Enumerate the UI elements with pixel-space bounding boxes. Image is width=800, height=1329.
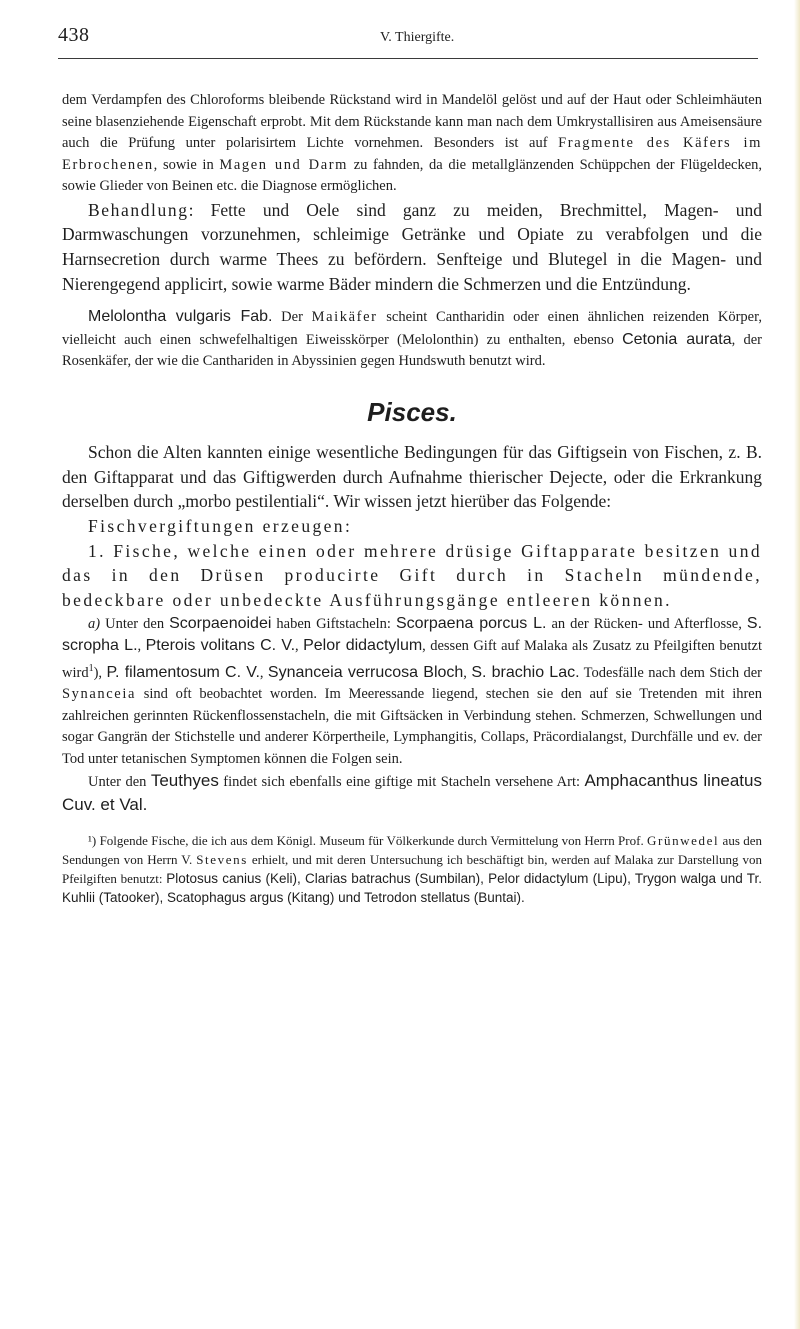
page-edge [794,0,800,1329]
section-heading-pisces: Pisces. [367,396,457,427]
species-cetonia: Cetonia aurata [622,330,732,348]
paragraph-behandlung: Behandlung: Fette und Oele sind ganz zu meiden, Brechmittel, Magen- und Darmwaschungen vorzunehmen, schleimige Getränke und Opiate zu verabfolgen und die Harnsecretion durch warme Thees zu befördern. Senfteige und Blutegel in die Magen- und Nierengegend applicirt, sowie warme Bäder mindern die Schmerzen und die Entzündung. [62,199,762,294]
paragraph-teuthyes: Unter den Teuthyes findet sich ebenfalls eine giftige mit Stacheln versehene Art: Amphacanthus lineatus Cuv. et Val. [62,771,762,814]
running-title: V. Thiergifte. [380,30,455,45]
page-number: 438 [58,24,90,46]
footnote-marker: ¹) [88,833,97,849]
page-body [62,90,762,907]
paragraph-melolontha: Melolontha vulgaris Fab. Der Maikäfer scheint Cantharidin oder einen ähnlichen reizenden Körper, vielleicht auch einen schwefelhaltigen Eiweisskörper (Melolonthin) zu enthalten, ebenso Cetonia aurata, der Rosenkäfer, der wie die Canthariden in Abyssinien gegen Hundswuth benutzt wird. [62,308,763,370]
paragraph-scorpaenoidei: a) Unter den Scorpaenoidei haben Giftstacheln: Scorpaena porcus L. an der Rücken- und Afterflosse, S. scropha L., Pterois volitans C. V., Pelor didactylum, dessen Gift auf Malaka als Zusatz zu Pfeilgiften benutzt wird$^1$), P. filamentosum C. V., Synanceia verrucosa Bloch, S. brachio Lac. Todesfälle nach dem Stich der Synanceia sind oft beobachtet worden. Im Meeressande liegend, stechen sie den auf sie Tretenden mit ihren zahlreichen gerinnten Rückenflossenstacheln, die mit Giftsäcken in Verbindung stehen. Schmerzen, Schwellungen und sogar Gangrän der Stichstelle und anderer Körpertheile, Lymphangitis, Collaps, Präcordialangst, Durchfälle und ev. der Tod unter tetanischen Symptomen können die Folgen sein. [62,614,763,767]
header-rule [58,58,758,59]
behandlung-label: Behandlung [88,199,189,220]
point-1: 1. Fische, welche einen oder mehrere drüsige Giftapparate besitzen und das in den Drüsen producirte Gift durch in Stacheln mündende, bedeckbare oder unbedeckte Ausführungsgänge entleeren können. [62,540,762,611]
paragraph-pisces-intro: Schon die Alten kannten einige wesentliche Bedingungen für das Giftigsein von Fischen, z. B. den Giftapparat und das Giftigwerden durch Aufnahme thierischer Dejecte, oder die Erkrankung derselben durch „morbo pestilentiali“. Wir wissen jetzt hierüber das Folgende: [62,441,762,512]
paragraph-cantharidin-detection: dem Verdampfen des Chloroforms bleibende Rückstand wird in Mandelöl gelöst und auf der Haut oder Schleimhäuten seine blasenziehende Eigenschaft erprobt. Mit dem Rückstande kann man nach dem Umkrystallisiren aus Ameisensäure auch die Prüfung unter polarisirtem Lichte vornehmen. Besonders ist auf Fragmente des Käfers im Erbrochenen, sowie in Magen und Darm zu fahnden, da die metallglänzenden Schüppchen der Flügeldecken, sowie Glieder von Beinen etc. die Diagnose ermöglichen. [62,92,763,194]
page-header [58,22,758,62]
footnote: ¹) Folgende Fische, die ich aus dem Königl. Museum für Völkerkunde durch Vermittelung von Herrn Prof. Grünwedel aus den Sendungen von Herrn V. Stevens erhielt, und mit deren Untersuchung ich beschäftigt bin, werden auf Malaka zur Darstellung von Pfeilgiften benutzt: Plotosus canius (Keli), Clarias batrachus (Sumbilan), Pelor didactylum (Lipu), Trygon walga und Tr. Kuhlii (Tatooker), Scatophagus argus (Kitang) und Tetrodon stellatus (Buntai). [62,833,762,906]
species-melolontha: Melolontha vulgaris Fab. [88,308,273,326]
fischvergiftungen-line: Fischvergiftungen erzeugen: [88,515,353,536]
footnote-reference: 1 [88,662,94,674]
